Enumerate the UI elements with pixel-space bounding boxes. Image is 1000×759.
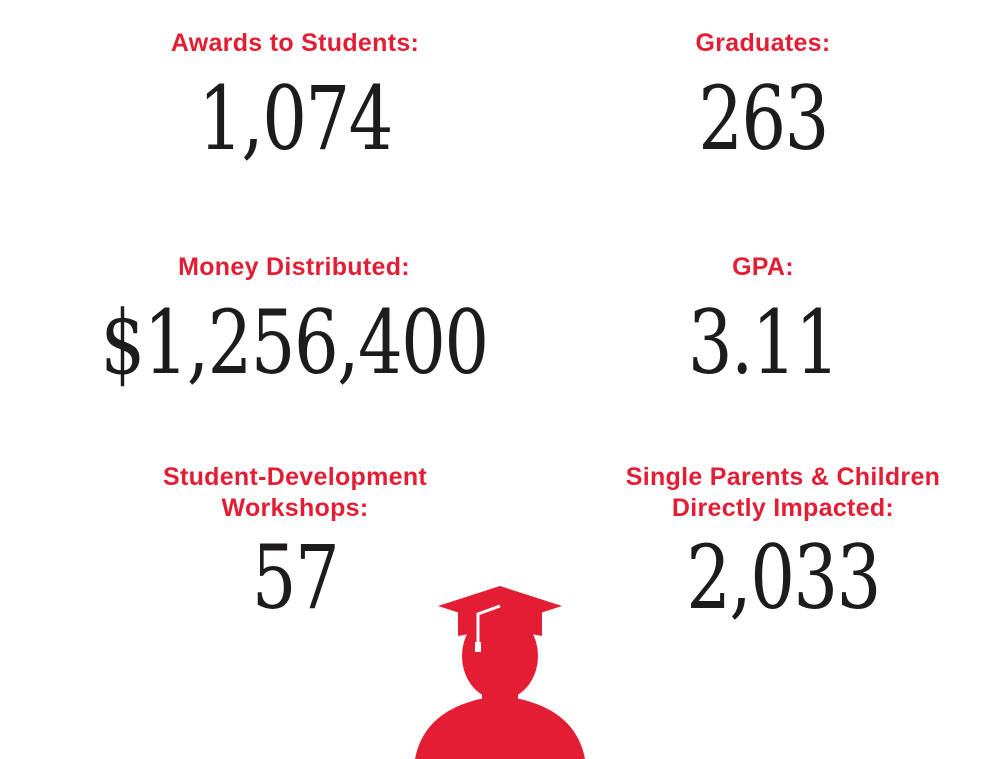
tassel-end	[475, 642, 481, 652]
stat-label: Graduates:	[695, 29, 831, 57]
stat-value: 1,074	[198, 67, 392, 170]
stat-label-line2: Directly Impacted:	[671, 494, 895, 522]
stat-label-line1: Single Parents & Children	[625, 463, 941, 491]
stat-label: Awards to Students:	[170, 29, 420, 57]
stat-single-parents	[578, 462, 988, 629]
stat-value: 263	[698, 67, 828, 170]
stat-label: GPA:	[732, 253, 794, 281]
stat-label: Money Distributed:	[178, 253, 410, 281]
stat-value: 3.11	[687, 291, 839, 394]
stat-money-distributed	[30, 252, 558, 394]
stat-value: 2,033	[686, 526, 880, 629]
stat-graduates	[618, 28, 908, 170]
graduate-shoulders	[415, 699, 585, 759]
stat-label-line2: Workshops:	[221, 494, 369, 522]
stat-awards	[120, 28, 470, 170]
stat-label-line1: Student-Development	[162, 463, 428, 491]
stat-workshops	[135, 462, 455, 629]
graduate-icon	[410, 584, 590, 759]
stat-gpa	[618, 252, 908, 394]
stat-value: 57	[251, 526, 339, 629]
stat-value: $1,256,400	[100, 291, 488, 394]
